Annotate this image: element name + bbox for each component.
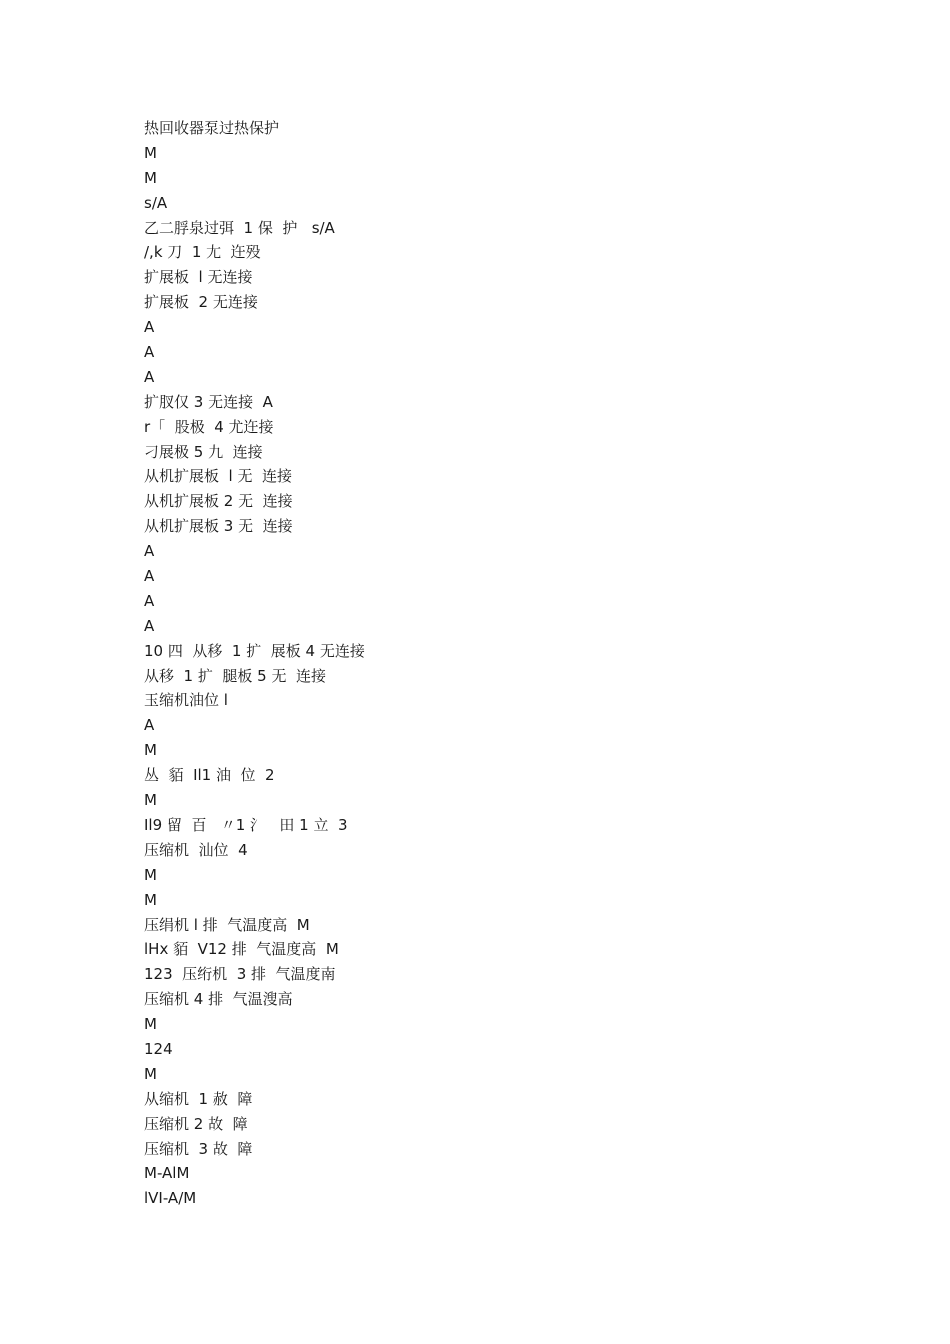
text-line: A xyxy=(144,318,155,337)
text-line: A xyxy=(144,367,155,386)
text-line: 从移 1 扩 腿板 5 无 连接 xyxy=(144,666,327,685)
text-line: 从缩机 1 赦 障 xyxy=(144,1089,253,1108)
text-line: Il9 留 百 〃1 氵 田 1 立 3 xyxy=(144,815,348,834)
text-line: 压缩机 2 故 障 xyxy=(144,1114,248,1133)
text-line: 扩展板 2 无连接 xyxy=(144,293,258,312)
text-line: 压缩机 4 排 气温溲高 xyxy=(144,990,293,1009)
text-line: 10 四 从移 1 扩 展板 4 无连接 xyxy=(144,641,365,660)
text-line: 丛 貊 Il1 油 位 2 xyxy=(144,766,275,785)
text-line: M xyxy=(144,168,157,187)
text-line: M xyxy=(144,865,157,884)
text-line: A xyxy=(144,616,155,635)
text-line: r「 股极 4 尤迕接 xyxy=(144,417,274,436)
text-line: 压缩机 汕位 4 xyxy=(144,840,248,859)
text-line: 乙二脬泉过弭 1 保 护 s/A xyxy=(144,218,335,237)
text-line: 刁展极 5 九 连接 xyxy=(144,442,263,461)
text-line: A xyxy=(144,343,155,362)
text-line: M-AlM xyxy=(144,1164,190,1183)
text-line: M xyxy=(144,143,157,162)
text-line: 从机扩展板 3 无 连接 xyxy=(144,517,293,536)
text-line: M xyxy=(144,791,157,810)
text-line: 123 压绗机 3 排 气温度南 xyxy=(144,965,336,984)
text-line: 玉缩机油位 l xyxy=(144,691,228,710)
text-line: lHx 貊 V12 排 气温度高 M xyxy=(144,940,339,959)
text-line: M xyxy=(144,890,157,909)
text-line: 扩展板 l 无连接 xyxy=(144,268,253,287)
text-line: M xyxy=(144,1064,157,1083)
text-line: 压缩机 3 故 障 xyxy=(144,1139,253,1158)
text-line: 从机扩展板 2 无 连接 xyxy=(144,492,293,511)
text-line: 热回收器泵过热保护 xyxy=(144,119,280,137)
text-line: /,k 刀 1 尢 迕殁 xyxy=(144,243,261,262)
text-line: s/A xyxy=(144,193,168,212)
text-line: 压绢机 l 排 气温度高 M xyxy=(144,915,310,934)
text-line: lVI-A/M xyxy=(144,1189,197,1208)
text-line: A xyxy=(144,591,155,610)
text-line: A xyxy=(144,716,155,735)
text-line: A xyxy=(144,542,155,561)
text-line: 从机扩展板 l 无 连接 xyxy=(144,467,293,486)
text-line: M xyxy=(144,1015,157,1034)
text-line: A xyxy=(144,567,155,586)
text-line: M xyxy=(144,741,157,760)
text-lines xyxy=(144,116,365,1211)
text-line: 扩肞仅 3 无连接 A xyxy=(144,392,273,411)
text-line: 124 xyxy=(144,1039,173,1058)
